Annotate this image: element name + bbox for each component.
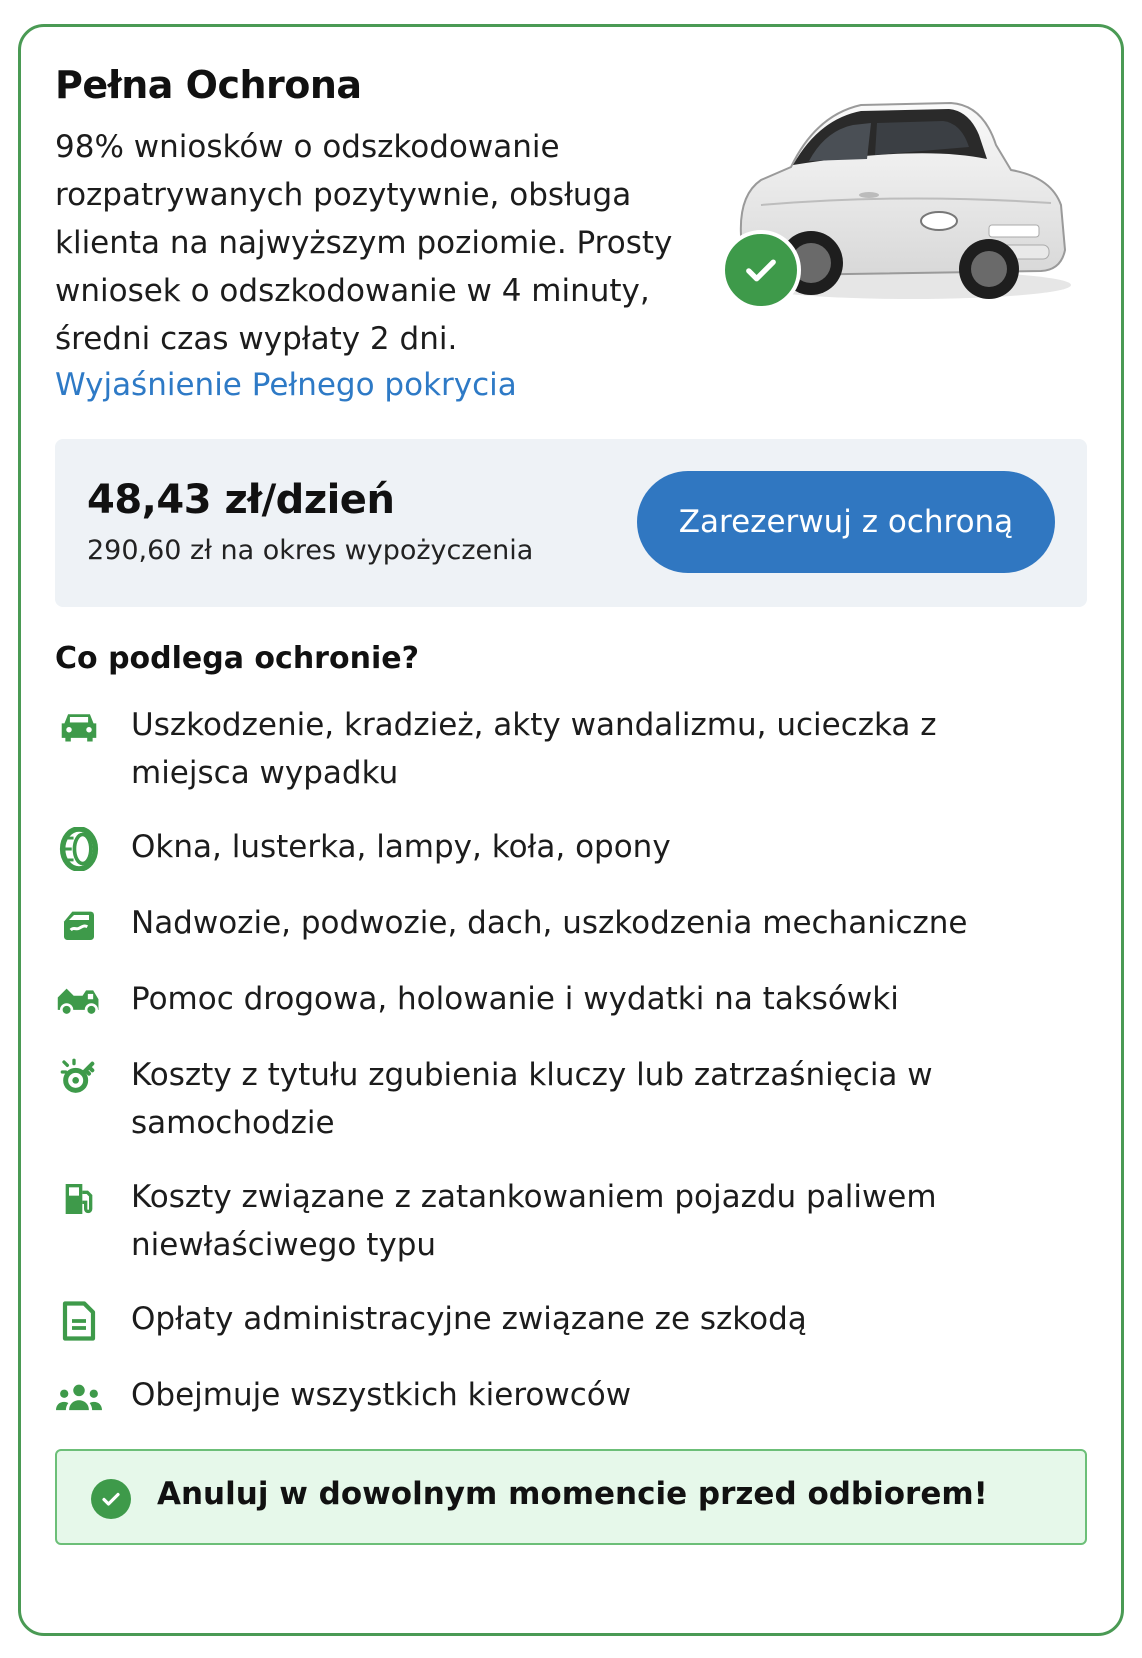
price-total: 290,60 zł na okres wypożyczenia xyxy=(87,535,534,566)
coverage-item-text: Obejmuje wszystkich kierowców xyxy=(131,1377,632,1413)
coverage-item xyxy=(55,823,1095,873)
plan-title: Pełna Ochrona xyxy=(55,63,362,107)
coverage-item xyxy=(55,1173,1095,1269)
document-icon xyxy=(55,1297,103,1345)
book-with-protection-button[interactable]: Zarezerwuj z ochroną xyxy=(637,471,1055,573)
coverage-heading: Co podlega ochronie? xyxy=(55,641,419,676)
key-off-icon xyxy=(55,1053,103,1101)
coverage-item-text: Pomoc drogowa, holowanie i wydatki na taksówki xyxy=(131,981,899,1017)
group-icon xyxy=(55,1373,103,1421)
coverage-item-text: Okna, lusterka, lampy, koła, opony xyxy=(131,829,671,865)
coverage-item xyxy=(55,1051,1095,1147)
included-check-icon xyxy=(721,230,801,310)
coverage-item xyxy=(55,975,1095,1025)
car-icon xyxy=(55,703,103,751)
insurance-plan-card xyxy=(18,24,1124,1636)
tow-truck-icon xyxy=(55,977,103,1025)
coverage-explanation-link[interactable]: Wyjaśnienie Pełnego pokrycia xyxy=(55,367,517,403)
price-per-day: 48,43 zł/dzień xyxy=(87,477,395,523)
coverage-item-text: Koszty z tytułu zgubienia kluczy lub zatrzaśnięcia w samochodzie xyxy=(131,1057,933,1141)
check-circle-icon xyxy=(91,1479,131,1519)
plan-description: 98% wniosków o odszkodowanie rozpatrywanych pozytywnie, obsługa klienta na najwyższym poziomie. Prosty wniosek o odszkodowanie w 4 minuty, średni czas wypłaty 2 dni. xyxy=(55,129,673,357)
coverage-item xyxy=(55,1371,1095,1421)
coverage-item xyxy=(55,1295,1095,1345)
coverage-item-text: Koszty związane z zatankowaniem pojazdu paliwem niewłaściwego typu xyxy=(131,1179,937,1263)
coverage-item-text: Uszkodzenie, kradzież, akty wandalizmu, ucieczka z miejsca wypadku xyxy=(131,707,937,791)
car-body-icon xyxy=(55,901,103,949)
coverage-item-text: Opłaty administracyjne związane ze szkodą xyxy=(131,1301,807,1337)
fuel-pump-icon xyxy=(55,1175,103,1223)
price-panel xyxy=(55,439,1087,607)
coverage-item xyxy=(55,701,1095,797)
coverage-item-text: Nadwozie, podwozie, dach, uszkodzenia mechaniczne xyxy=(131,905,968,941)
coverage-item xyxy=(55,899,1095,949)
free-cancellation-text: Anuluj w dowolnym momencie przed odbiorem! xyxy=(157,1476,988,1512)
tire-icon xyxy=(55,825,103,873)
free-cancellation-banner xyxy=(55,1449,1087,1545)
